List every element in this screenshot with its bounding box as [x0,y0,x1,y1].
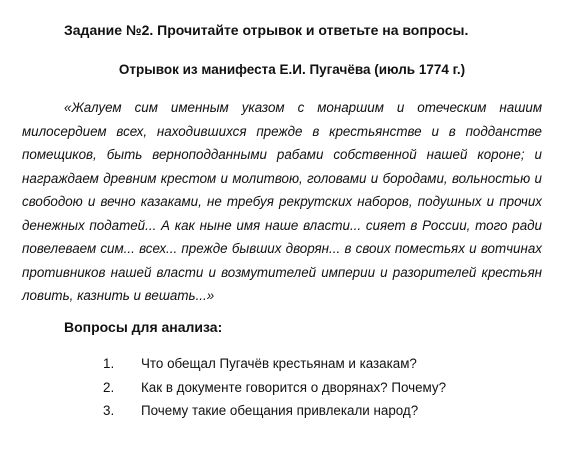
task-title: Задание №2. Прочитайте отрывок и ответьте на вопросы. [64,22,469,38]
question-text: Как в документе говорится о дворянах? Почему? [141,379,447,395]
manifesto-excerpt: «Жалуем сим именным указом с монаршим и отеческим нашим милосердием всех, находившихся прежде в крестьянстве и в подданстве помещиков, быть верноподданными рабами собственной нашей короне; и награждаем древним крестом и молитвою, головами и бородами, вольностью и свободою и вечно казаками, не требуя рекрутских наборов, подушных и прочих денежных податей... А как ныне имя наше власти... сияет в России, того ради повелеваем сим... всех... прежде бывших дворян... в своих поместьях и вотчинах противников нашей власти и возмутителей империи и разорителей крестьян ловить, казнить и вешать...» [22,100,542,303]
question-text: Что обещал Пугачёв крестьянам и казакам? [141,356,417,371]
question-text: Почему такие обещания привлекали народ? [141,403,419,418]
questions-title: Вопросы для анализа: [64,319,223,335]
question-number: 3. [103,403,115,418]
question-number: 2. [103,379,115,395]
question-number: 1. [103,356,115,371]
excerpt-subtitle: Отрывок из манифеста Е.И. Пугачёва (июль 1774 г.) [118,62,466,77]
